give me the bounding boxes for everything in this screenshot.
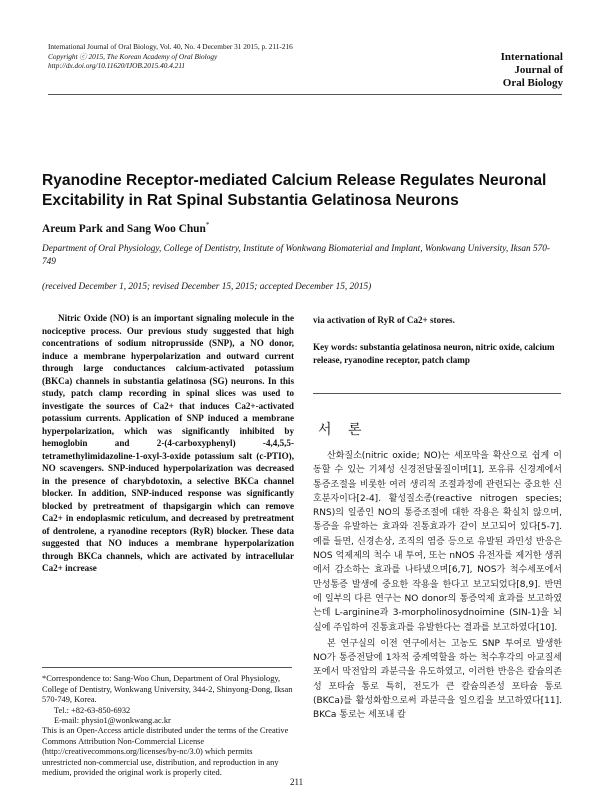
telephone: Tel.: +82-63-850-6932 <box>54 705 131 715</box>
keywords-label: Key words: <box>313 342 358 352</box>
header-rule <box>48 94 562 95</box>
abstract-text: Nitric Oxide (NO) is an important signaling molecule in the nociceptive process. Our previous study suggested that high concentrations of sodium nitroprusside (SNP), a NO donor, induce a membrane hyperpolarization and outward current through large conductances calcium-activated potassium (BKCa) channels in substantia gelatinosa (SG) neurons. In this study, patch clamp recording in spinal slices was used to investigate the sources of Ca2+ that induces Ca2+-activated potassium currents. Application of SNP induced a membrane hyperpolarization, which was significantly inhibited by hemoglobin and 2-(4-carboxyphenyl) -4,4,5,5-tetramethylimidazoline-1-oxyl-3-oxide potassium salt (c-PTIO), NO scavengers. SNP-induced hyperpolarization was decreased in the presence of charybdotoxin, a selective BKCa channel blocker. In addition, SNP-induced response was significantly blocked by pretreatment of thapsigargin which can remove Ca2+ in endoplasmic reticulum, and decreased by pretreatment of dentrolene, a ryanodine receptors (RyR) blocker. These data suggested that NO induces a membrane hyperpolarization through BKCa channels, which are activated by intracellular Ca2+ increase <box>42 313 294 573</box>
journal-name-line: Journal of <box>514 64 563 76</box>
section-rule <box>313 393 561 394</box>
journal-name-box <box>473 51 563 95</box>
page-number: 211 <box>290 777 304 787</box>
introduction-body <box>313 449 562 725</box>
paragraph: 본 연구실의 이전 연구에서는 고농도 SNP 투여로 발생한 NO가 통증전달에 1차적 중계역할을 하는 척수후각의 아교질세포에서 막전압의 과분극을 유도하였고, 이러한 반응은 칼슘의존성 포타슘 통로 특히, 전도가 큰 칼슘의존성 포타슘 통로 (BKCa)를 활성화함으로써 과분극을 일으킴을 보고하였다[11]. BKCa 통로는 세포내 칼 <box>313 638 562 721</box>
correspondence-footnote <box>42 674 294 727</box>
authors-text: Areum Park and Sang Woo Chun <box>42 222 206 235</box>
journal-name-line: International <box>500 51 563 63</box>
abstract <box>42 312 294 575</box>
email[interactable]: E-mail: physio1@wonkwang.ac.kr <box>54 716 171 725</box>
copyright-line: Copyright ⓒ 2015, The Korean Academy of Oral Biology <box>48 51 218 61</box>
abstract-continuation: via activation of RyR of Ca2+ stores. <box>313 315 455 325</box>
footnote-rule <box>42 667 292 668</box>
journal-citation: International Journal of Oral Biology, Vol. 40, No. 4 December 31 2015, p. 211-216 <box>48 42 293 51</box>
keywords-value: substantia gelatinosa neuron, nitric oxide, calcium release, ryanodine receptor, patch clamp <box>313 342 555 365</box>
author-list <box>42 221 209 235</box>
paragraph: 산화질소(nitric oxide; NO)는 세포막을 확산으로 쉽게 이동할 수 있는 기체성 신경전달물질이며[1], 포유류 신경계에서 통증조절을 비롯한 여러 생리적 조절과정에 관련되는 중요한 신호분자이다[2-4]. 활성질소종(reactive nitrogen species; RNS)의 일종인 NO의 통증조절에 대한 작용은 확실치 않으며, 통증을 유발하는 효과와 진통효과가 같이 보고되어 있다[5-7]. 예를 들면, 신경손상, 조직의 염증 등으로 유발된 과민성 반응은 NOS 억제제의 척수 내 투여, 또는 nNOS 유전자를 제거한 생쥐에서 감소하는 효과를 나타냈으며[6,7], NOS가 척수세포에서 만성통증 발생에 중요한 작용을 한다고 보고되었다[8,9]. 반면에 일부의 다른 연구는 NO donor의 통증억제 효과를 보고하였는데 L-arginine과 3-morpholinosydnoimine (SIN-1)을 뇌실에 주입하여 진통효과를 유발한다는 결과를 보고하였다[10]. <box>313 451 562 633</box>
doi-link[interactable]: http://dx.doi.org/10.11620/IJOB.2015.40.4.211 <box>48 61 186 71</box>
article-title <box>42 171 562 210</box>
journal-name-line: Oral Biology <box>502 77 563 89</box>
keywords <box>313 341 561 366</box>
title-line: Ryanodine Receptor-mediated Calcium Release Regulates Neuronal <box>42 172 547 189</box>
correspondence-text: *Correspondence to: Sang-Woo Chun, Department of Oral Physiology, College of Dentistry, Wonkwang University, 344-2, Shinyong-Dong, Iksan 570-749, Korea. <box>42 674 293 704</box>
journal-header <box>48 42 388 71</box>
affiliation: Department of Oral Physiology, College of Dentistry, Institute of Wonkwang Biomaterial and Implant, Wonkwang University, Iksan 570-749 <box>42 244 551 267</box>
received-dates: (received December 1, 2015; revised December 15, 2015; accepted December 15, 2015) <box>42 282 372 292</box>
title-line: Excitability in Rat Spinal Substantia Gelatinosa Neurons <box>42 191 459 209</box>
section-heading: 서 론 <box>318 422 368 438</box>
corresponding-mark: * <box>205 221 210 229</box>
license-note: This is an Open-Access article distributed under the terms of the Creative Commons Attribution Non-Commercial License (http://creativecommons.org/licenses/by-nc/3.0) which permits unrestricted non-commercial use, distribution, and reproduction in any medium, provided the original work is properly cited. <box>42 726 289 777</box>
